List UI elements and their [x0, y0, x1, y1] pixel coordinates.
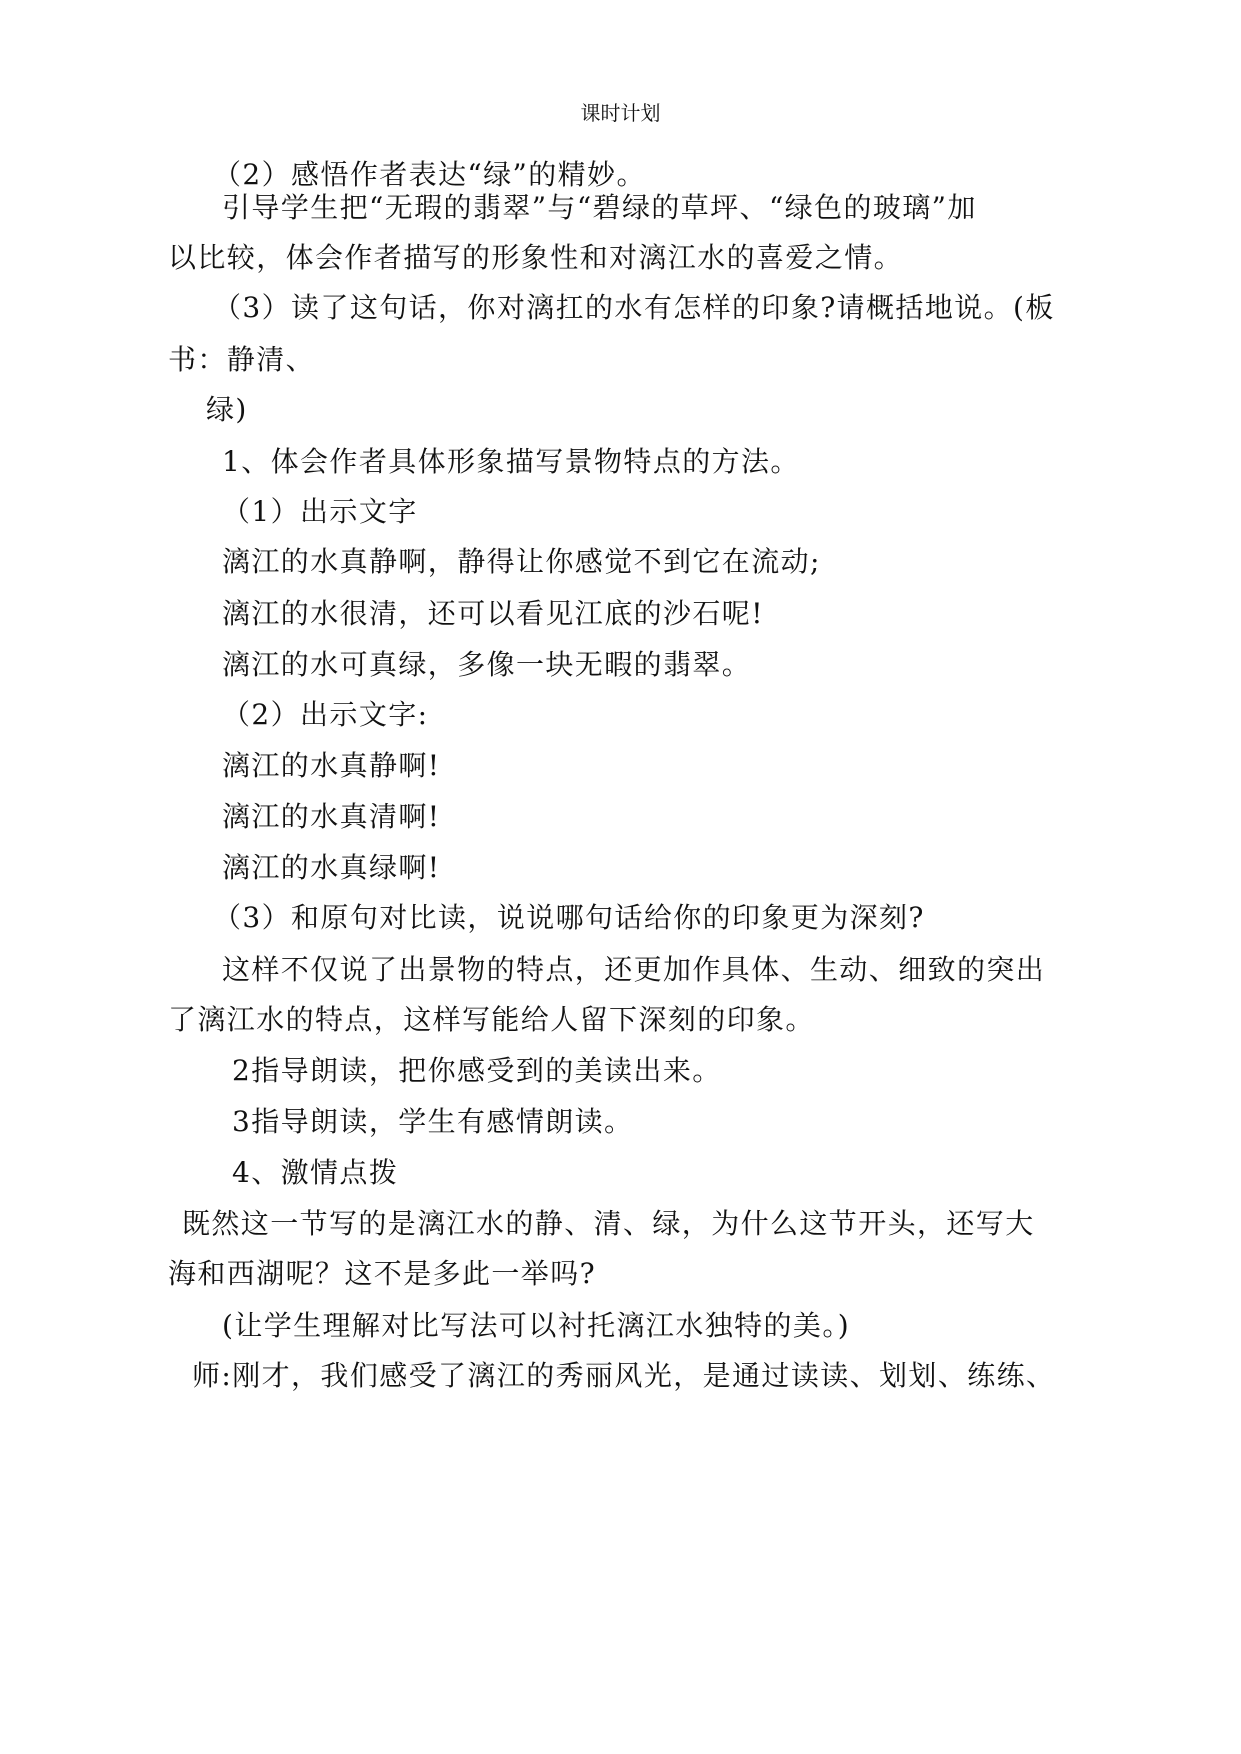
text-line: 引导学生把“无瑕的翡翠”与“碧绿的草坪、“绿色的玻璃”加 [222, 191, 977, 224]
text-line: 2指导朗读，把你感受到的美读出来。 [232, 1054, 722, 1087]
text-line: 3指导朗读，学生有感情朗读。 [232, 1105, 634, 1138]
text-line: 漓江的水真静啊，静得让你感觉不到它在流动; [222, 545, 821, 578]
text-line: 这样不仅说了出景物的特点，还更加作具体、生动、细致的突出 [222, 953, 1046, 986]
text-line: 师:刚才，我们感受了漓江的秀丽风光，是通过读读、划划、练练、 [192, 1359, 1056, 1392]
text-line: 漓江的水很清，还可以看见江底的沙石呢! [222, 597, 764, 630]
text-line: 书：静清、 [168, 343, 316, 376]
text-line: 了漓江水的特点，这样写能给人留下深刻的印象。 [168, 1003, 815, 1036]
text-line: 漓江的水可真绿，多像一块无暇的翡翠。 [222, 648, 752, 681]
text-line: 绿) [206, 393, 248, 426]
text-line: （2）感悟作者表达“绿”的精妙。 [213, 158, 646, 191]
text-line: 既然这一节写的是漓江水的静、清、绿，为什么这节开头，还写大 [182, 1207, 1035, 1240]
text-line: 以比较，体会作者描写的形象性和对漓江水的喜爱之情。 [168, 241, 904, 274]
text-line: 海和西湖呢？这不是多此一举吗? [168, 1257, 597, 1290]
text-line: 漓江的水真绿啊! [222, 851, 441, 884]
text-line: 1、体会作者具体形象描写景物特点的方法。 [222, 445, 800, 478]
text-line: （3）读了这句话，你对漓扛的水有怎样的印象?请概括地说。(板 [213, 291, 1055, 324]
text-line: 漓江的水真静啊! [222, 749, 441, 782]
text-line: 漓江的水真清啊! [222, 800, 441, 833]
page-header: 课时计划 [580, 101, 661, 125]
text-line: （1）出示文字 [222, 495, 418, 528]
text-line: （2）出示文字: [222, 698, 429, 731]
text-line: (让学生理解对比写法可以衬托漓江水独特的美。) [222, 1309, 851, 1342]
text-line: （3）和原句对比读，说说哪句话给你的印象更为深刻? [213, 901, 925, 934]
text-line: 4、激情点拨 [232, 1156, 399, 1189]
